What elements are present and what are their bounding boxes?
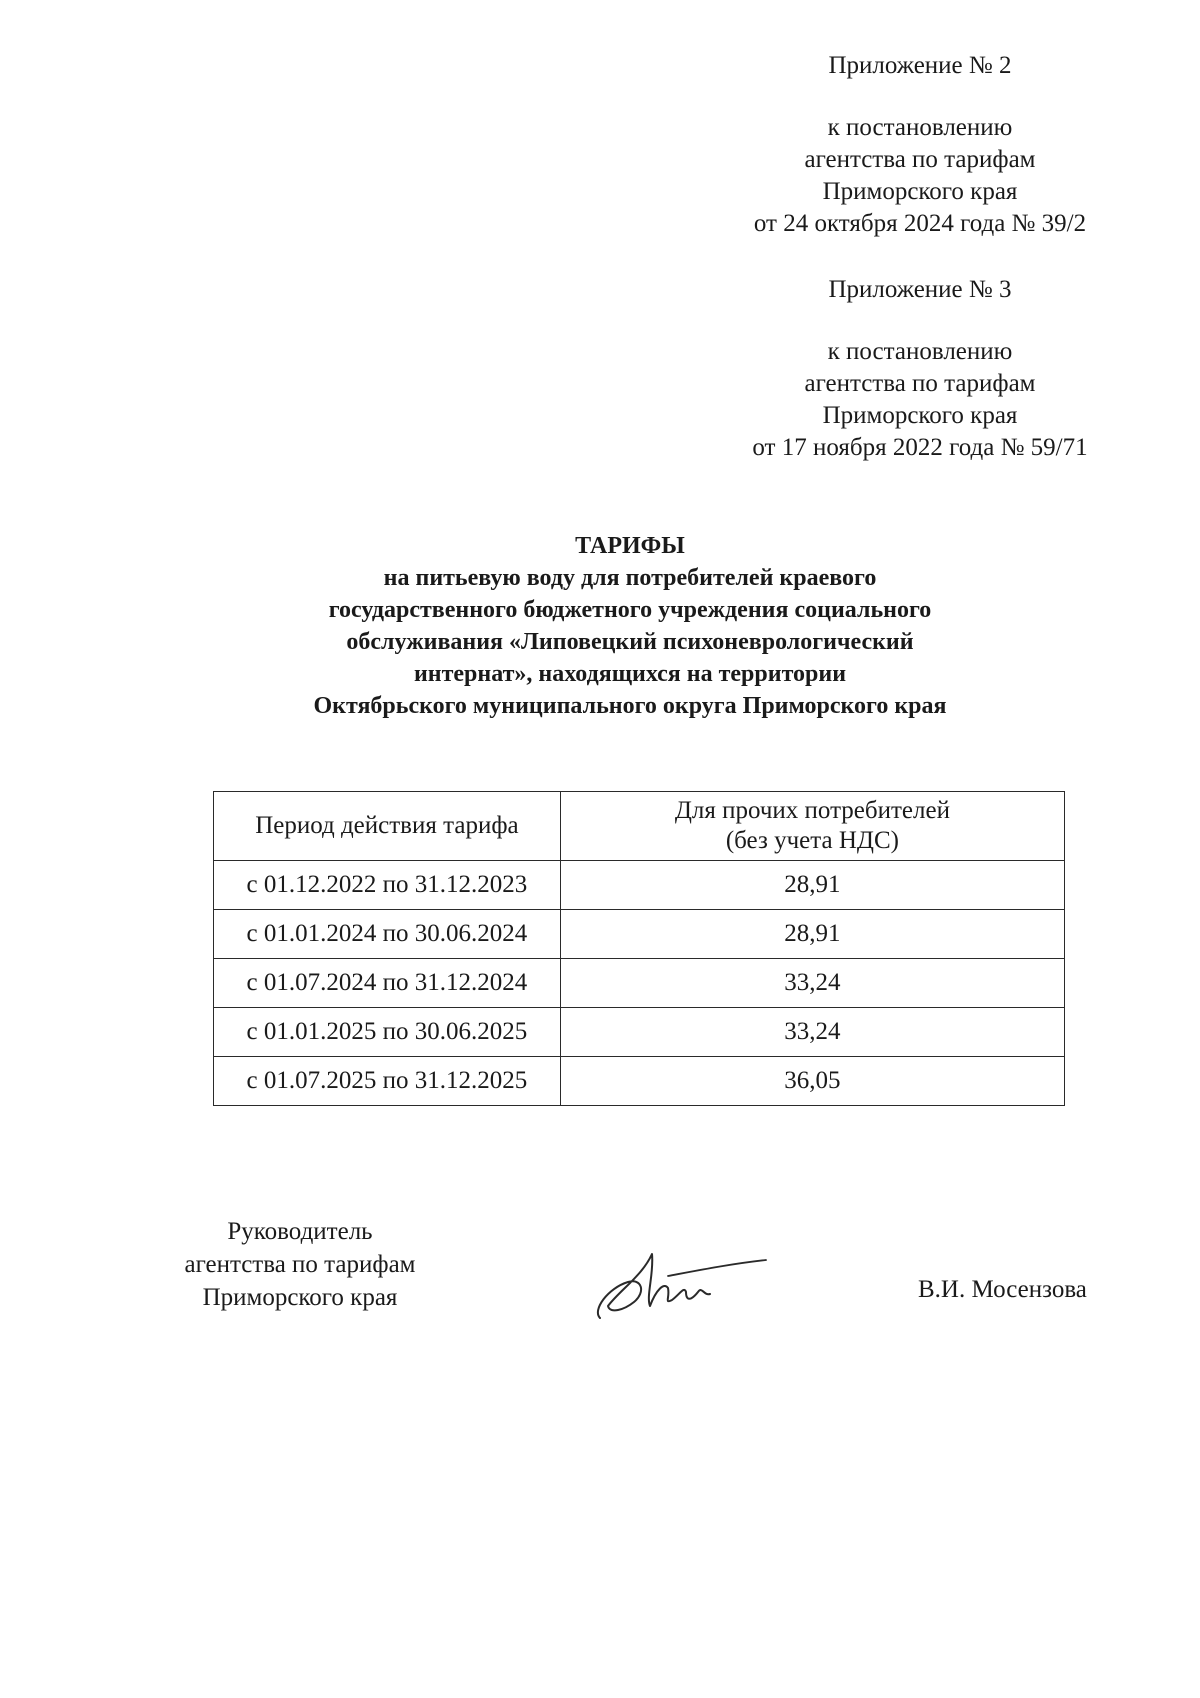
position-line: Приморского края: [202, 1284, 398, 1311]
resolution-date-number: от 24 октября 2024 года № 39/2: [753, 210, 1087, 237]
tariff-value-cell: 33,24: [560, 959, 1064, 1008]
appendix-number: Приложение № 2: [828, 52, 1012, 79]
table-row: [214, 959, 1065, 1008]
table-row: [214, 861, 1065, 910]
period-cell: с 01.01.2024 по 30.06.2024: [214, 910, 561, 959]
agency-text: агентства по тарифам: [804, 370, 1036, 397]
position-line: агентства по тарифам: [184, 1251, 416, 1278]
tariff-value-cell: 28,91: [560, 910, 1064, 959]
tariff-value-cell: 28,91: [560, 861, 1064, 910]
tariff-value-cell: 36,05: [560, 1057, 1064, 1106]
header-period: Период действия тарифа: [214, 792, 561, 861]
signer-name: В.И. Мосензова: [918, 1276, 1087, 1303]
table-row: [214, 1008, 1065, 1057]
document-title: [220, 530, 1040, 722]
to-resolution-text: к постановлению: [827, 114, 1013, 141]
handwritten-signature: [590, 1240, 770, 1330]
period-cell: с 01.01.2025 по 30.06.2025: [214, 1008, 561, 1057]
title-line: на питьевую воду для потребителей краевого: [383, 565, 877, 591]
title-line: обслуживания «Липовецкий психоневрологический: [346, 629, 914, 655]
period-cell: с 01.07.2024 по 31.12.2024: [214, 959, 561, 1008]
title-line: государственного бюджетного учреждения социального: [328, 597, 932, 623]
resolution-date-number: от 17 ноября 2022 года № 59/71: [752, 434, 1088, 461]
header-value: [560, 792, 1064, 861]
signatory-position: [155, 1215, 445, 1314]
header-value-line2: (без учета НДС): [725, 827, 899, 854]
region-text: Приморского края: [822, 178, 1018, 205]
agency-text: агентства по тарифам: [804, 146, 1036, 173]
table-row: [214, 910, 1065, 959]
tariff-value-cell: 33,24: [560, 1008, 1064, 1057]
table-row: [214, 1057, 1065, 1106]
position-line: Руководитель: [227, 1218, 373, 1245]
to-resolution-text: к постановлению: [827, 338, 1013, 365]
title-line: Октябрьского муниципального округа Приморского края: [313, 693, 947, 719]
tariff-table: [213, 791, 1065, 1106]
period-cell: с 01.12.2022 по 31.12.2023: [214, 861, 561, 910]
attachment-header-current: [715, 50, 1125, 240]
region-text: Приморского края: [822, 402, 1018, 429]
attachment-header-previous: [715, 274, 1125, 464]
header-value-line1: Для прочих потребителей: [674, 797, 950, 824]
table-header-row: [214, 792, 1065, 861]
title-line: интернат», находящихся на территории: [413, 661, 847, 687]
period-cell: с 01.07.2025 по 31.12.2025: [214, 1057, 561, 1106]
appendix-number: Приложение № 3: [828, 276, 1012, 303]
title-heading: ТАРИФЫ: [575, 533, 685, 559]
